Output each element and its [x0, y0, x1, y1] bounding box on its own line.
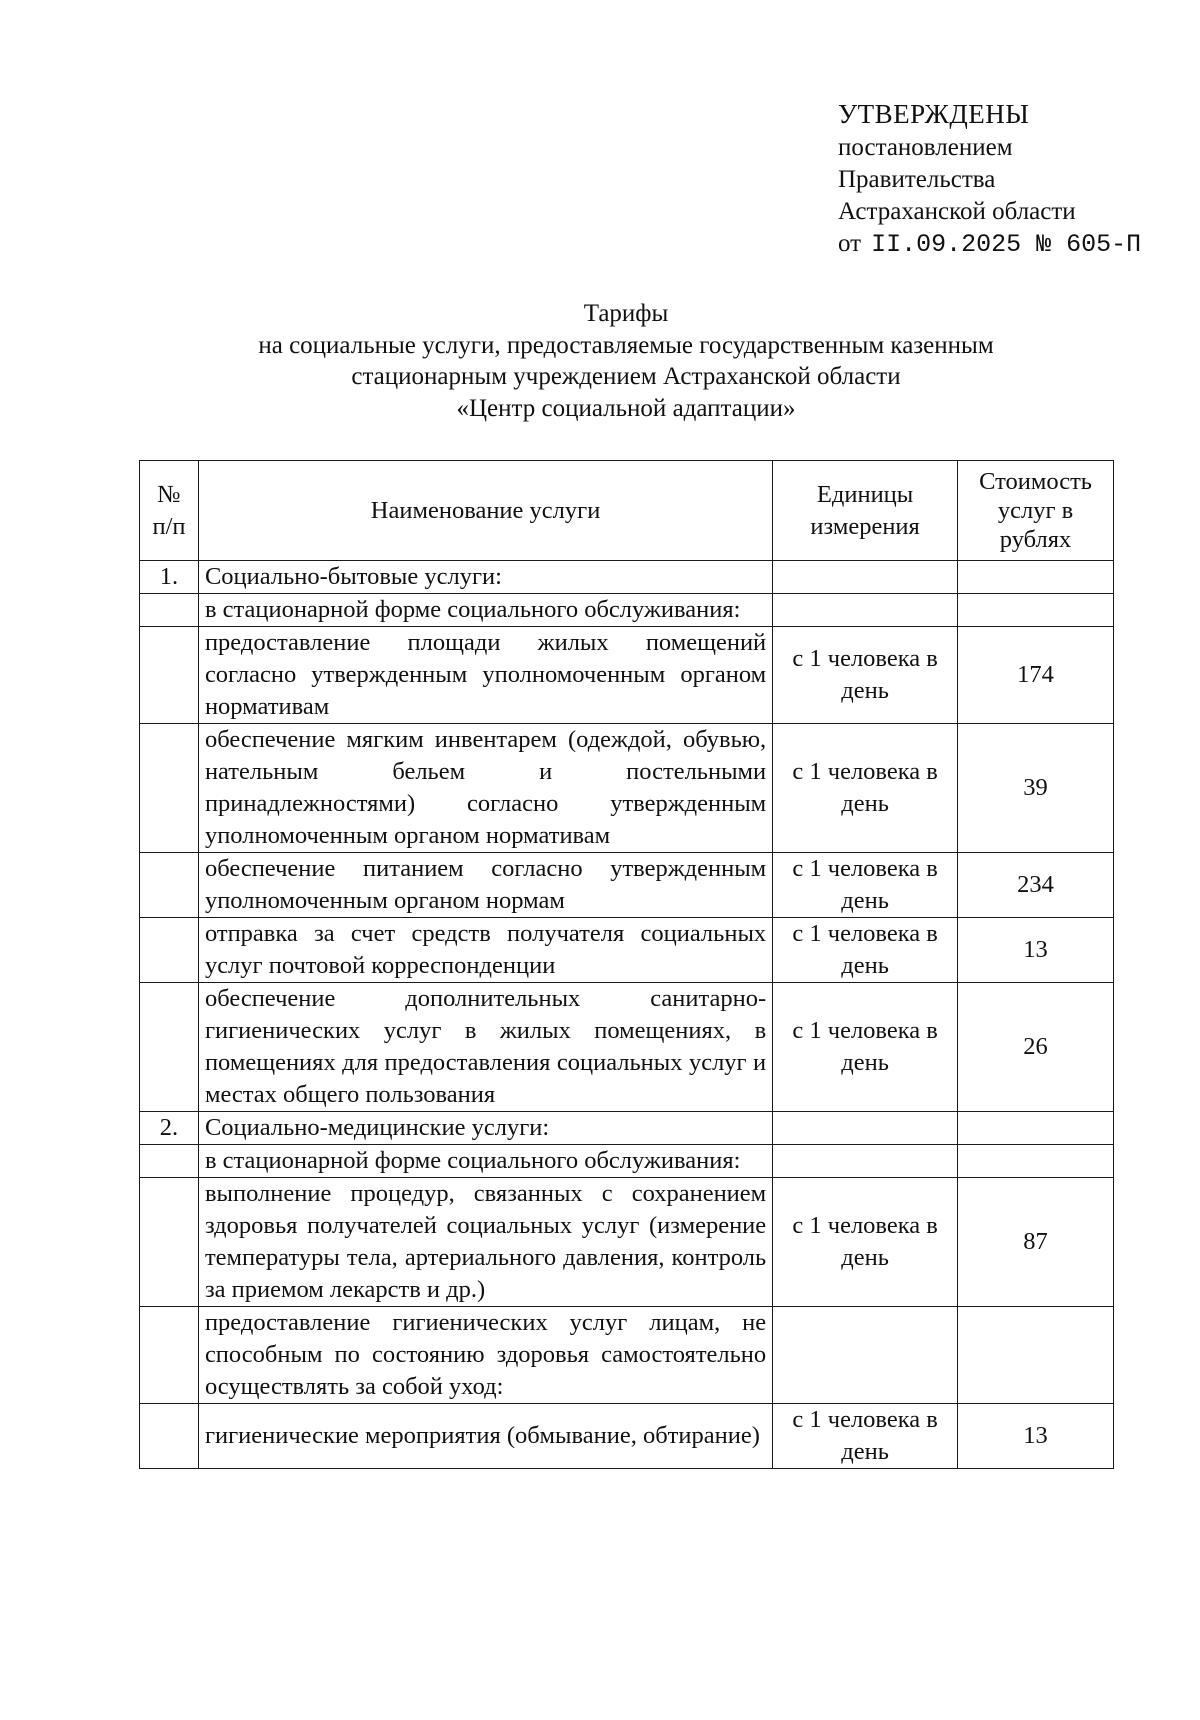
row-unit: с 1 человека в день [773, 627, 958, 724]
row-name: Социально-бытовые услуги: [198, 561, 772, 594]
row-cost [958, 561, 1114, 594]
row-unit: с 1 человека в день [773, 983, 958, 1112]
row-cost: 234 [958, 853, 1114, 918]
table-header-row [140, 461, 1114, 561]
table-row [140, 1145, 1114, 1178]
table-row [140, 1112, 1114, 1145]
row-unit: с 1 человека в день [773, 1178, 958, 1307]
row-name: гигиенические мероприятия (обмывание, обтирание) [198, 1404, 772, 1469]
row-cost [958, 1145, 1114, 1178]
table-row [140, 918, 1114, 983]
document-title [0, 298, 1200, 424]
row-unit: с 1 человека в день [773, 1404, 958, 1469]
row-cost: 87 [958, 1178, 1114, 1307]
row-cost [958, 1307, 1114, 1404]
row-num [140, 594, 199, 627]
row-cost [958, 1112, 1114, 1145]
table-row [140, 561, 1114, 594]
approval-line-2: Правительства [838, 166, 996, 193]
table-row [140, 853, 1114, 918]
row-num [140, 1145, 199, 1178]
row-name: Социально-медицинские услуги: [198, 1112, 772, 1145]
row-cost: 174 [958, 627, 1114, 724]
approval-line-3: Астраханской области [838, 198, 1076, 225]
row-name: в стационарной форме социального обслуживания: [198, 1145, 772, 1178]
approval-heading: УТВЕРЖДЕНЫ [838, 99, 1030, 129]
row-cost: 26 [958, 983, 1114, 1112]
table-row [140, 627, 1114, 724]
row-num [140, 627, 199, 724]
row-cost: 13 [958, 918, 1114, 983]
row-name: в стационарной форме социального обслуживания: [198, 594, 772, 627]
table-row [140, 983, 1114, 1112]
row-num: 1. [140, 561, 199, 594]
row-num [140, 918, 199, 983]
row-cost: 13 [958, 1404, 1114, 1469]
approval-date-prefix: от [838, 230, 862, 257]
approval-block [838, 98, 1141, 261]
row-unit [773, 1112, 958, 1145]
title-line-4: «Центр социальной адаптации» [456, 394, 796, 422]
table-row [140, 594, 1114, 627]
row-name: предоставление площади жилых помещений согласно утвержденным уполномоченным органом нормативам [198, 627, 772, 724]
row-num [140, 853, 199, 918]
approval-date-number [838, 228, 1141, 261]
row-unit: с 1 человека в день [773, 853, 958, 918]
title-line-2: на социальные услуги, предоставляемые государственным казенным [258, 331, 994, 359]
row-name: обеспечение дополнительных санитарно-гигиенических услуг в жилых помещениях, в помещениях для предоставления социальных услуг и местах общего пользования [198, 983, 772, 1112]
tariffs-table [139, 460, 1114, 1469]
header-cost: Стоимость услуг в рублях [958, 461, 1114, 561]
row-name: обеспечение питанием согласно утвержденным уполномоченным органом нормам [198, 853, 772, 918]
row-num: 2. [140, 1112, 199, 1145]
approval-document-number: II.09.2025 № 605-П [871, 230, 1142, 259]
row-name: предоставление гигиенических услуг лицам, не способным по состоянию здоровья самостоятельно осуществлять за собой уход: [198, 1307, 772, 1404]
approval-line-1: постановлением [838, 134, 1013, 161]
row-unit [773, 594, 958, 627]
row-name: выполнение процедур, связанных с сохранением здоровья получателей социальных услуг (измерение температуры тела, артериального давления, контроль за приемом лекарств и др.) [198, 1178, 772, 1307]
row-unit: с 1 человека в день [773, 918, 958, 983]
row-unit: с 1 человека в день [773, 724, 958, 853]
table-row [140, 1404, 1114, 1469]
table-row [140, 724, 1114, 853]
title-line-3: стационарным учреждением Астраханской области [351, 363, 901, 390]
row-name: обеспечение мягким инвентарем (одеждой, обувью, нательным бельем и постельными принадлежностями) согласно утвержденным уполномоченным органом нормативам [198, 724, 772, 853]
row-num [140, 1178, 199, 1307]
row-cost [958, 594, 1114, 627]
table-row [140, 1178, 1114, 1307]
header-num: № п/п [140, 461, 199, 561]
title-line-1: Тарифы [583, 300, 669, 327]
row-name: отправка за счет средств получателя социальных услуг почтовой корреспонденции [198, 918, 772, 983]
row-unit [773, 1307, 958, 1404]
row-num [140, 724, 199, 853]
table-row [140, 1307, 1114, 1404]
row-num [140, 1404, 199, 1469]
row-unit [773, 561, 958, 594]
row-num [140, 983, 199, 1112]
header-unit: Единицы измерения [773, 461, 958, 561]
row-num [140, 1307, 199, 1404]
header-name: Наименование услуги [198, 461, 772, 561]
row-unit [773, 1145, 958, 1178]
row-cost: 39 [958, 724, 1114, 853]
